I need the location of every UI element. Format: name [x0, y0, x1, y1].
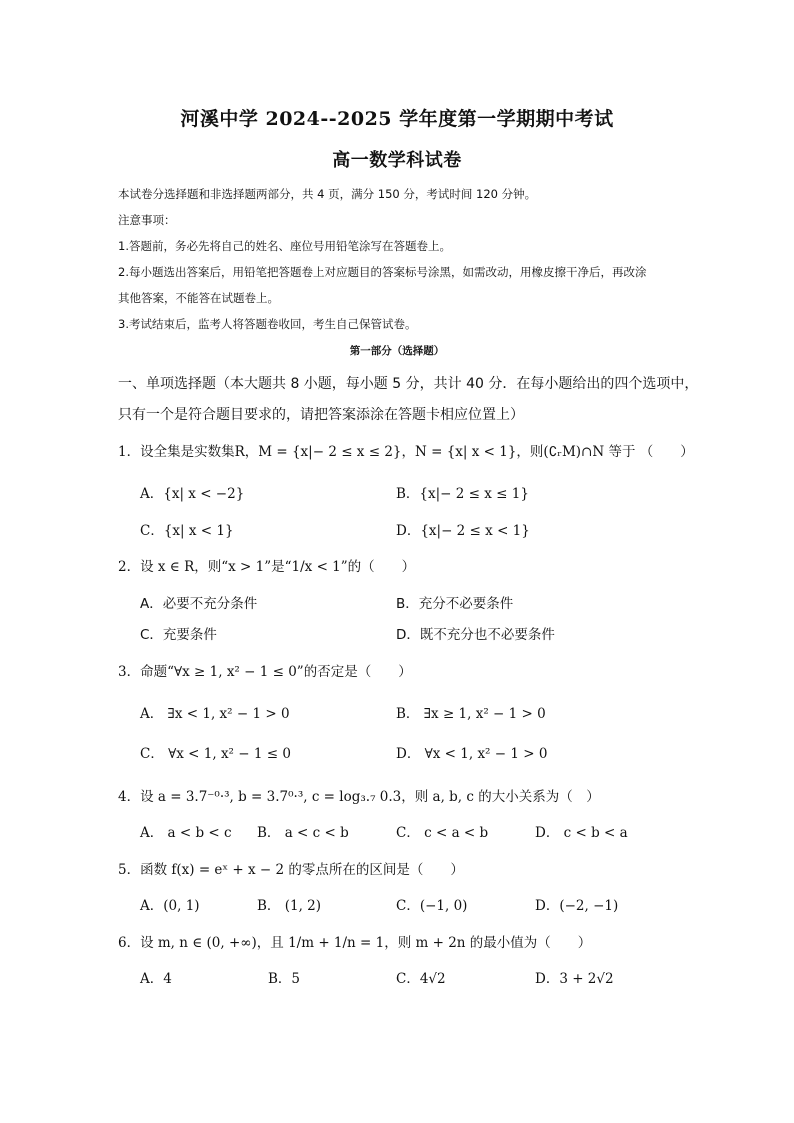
question-5-option-c: C．(−1, 0)	[396, 898, 468, 914]
question-2-option-b: B．充分不必要条件	[396, 596, 514, 612]
section-instructions: 一、单项选择题（本大题共 8 小题，每小题 5 分，共计 40 分．在每小题给出的四个选项中，	[118, 376, 699, 392]
question-4-stem: 4．设 a = 3.7⁻⁰·³, b = 3.7⁰·³, c = log₃.₇ 0.3，则 a, b, c 的大小关系为（ ）	[118, 789, 600, 805]
question-1-option-c: C．{x| x < 1}	[140, 523, 234, 539]
notes-heading: 注意事项：	[118, 213, 176, 227]
section-instructions-cont: 只有一个是符合题目要求的，请把答案添涂在答题卡相应位置上）	[118, 407, 524, 423]
note-item: 2.每小题选出答案后，用铅笔把答题卷上对应题目的答案标号涂黑，如需改动，用橡皮擦干净后，再改涂	[118, 265, 647, 279]
note-item: 3.考试结束后，监考人将答题卷收回，考生自己保管试卷。	[118, 317, 417, 331]
question-3-option-a: A． ∃x < 1, x² − 1 > 0	[140, 706, 290, 722]
note-item: 其他答案，不能答在试题卷上。	[118, 291, 279, 305]
question-1-option-a: A．{x| x < −2}	[140, 486, 245, 502]
exam-subtitle: 高一数学科试卷	[332, 150, 462, 171]
question-3-option-c: C． ∀x < 1, x² − 1 ≤ 0	[140, 746, 291, 762]
question-6-option-c: C．4√2	[396, 971, 446, 987]
question-4-option-d: D． c < b < a	[535, 825, 628, 841]
question-1-stem: 1．设全集是实数集R，M = {x|− 2 ≤ x ≤ 2}，N = {x| x < 1}，则(∁ᵣM)∩N 等于 （ ）	[118, 444, 694, 460]
question-2-option-d: D．既不充分也不必要条件	[396, 627, 555, 643]
question-2-option-c: C．充要条件	[140, 627, 217, 643]
question-6-stem: 6．设 m, n ∈ (0, +∞)，且 1/m + 1/n = 1，则 m + 2n 的最小值为（ ）	[118, 935, 592, 951]
exam-title: 河溪中学 2024--2025 学年度第一学期期中考试	[180, 108, 614, 130]
note-item: 1.答题前，务必先将自己的姓名、座位号用铅笔涂写在答题卷上。	[118, 239, 451, 253]
question-5-stem: 5．函数 f(x) = eˣ + x − 2 的零点所在的区间是（ ）	[118, 862, 464, 878]
question-2-stem: 2．设 x ∈ R，则“x > 1”是“1/x < 1”的（ ）	[118, 559, 416, 575]
question-3-option-b: B． ∃x ≥ 1, x² − 1 > 0	[396, 706, 546, 722]
question-1-option-d: D．{x|− 2 ≤ x < 1}	[396, 523, 530, 539]
question-3-stem: 3．命题“∀x ≥ 1, x² − 1 ≤ 0”的否定是（ ）	[118, 664, 412, 680]
question-6-option-d: D．3 + 2√2	[535, 971, 614, 987]
question-5-option-a: A．(0, 1)	[140, 898, 200, 914]
question-5-option-b: B． (1, 2)	[257, 898, 322, 914]
question-4-option-b: B． a < c < b	[257, 825, 349, 841]
intro-text: 本试卷分选择题和非选择题两部分，共 4 页，满分 150 分，考试时间 120 分钟。	[118, 187, 537, 201]
question-2-option-a: A．必要不充分条件	[140, 596, 258, 612]
question-4-option-a: A． a < b < c	[140, 825, 232, 841]
question-1-option-b: B．{x|− 2 ≤ x ≤ 1}	[396, 486, 529, 502]
part-heading: 第一部分（选择题）	[349, 345, 445, 357]
question-3-option-d: D． ∀x < 1, x² − 1 > 0	[396, 746, 548, 762]
question-4-option-c: C． c < a < b	[396, 825, 489, 841]
question-5-option-d: D．(−2, −1)	[535, 898, 619, 914]
question-6-option-a: A．4	[140, 971, 172, 987]
question-6-option-b: B．5	[268, 971, 301, 987]
